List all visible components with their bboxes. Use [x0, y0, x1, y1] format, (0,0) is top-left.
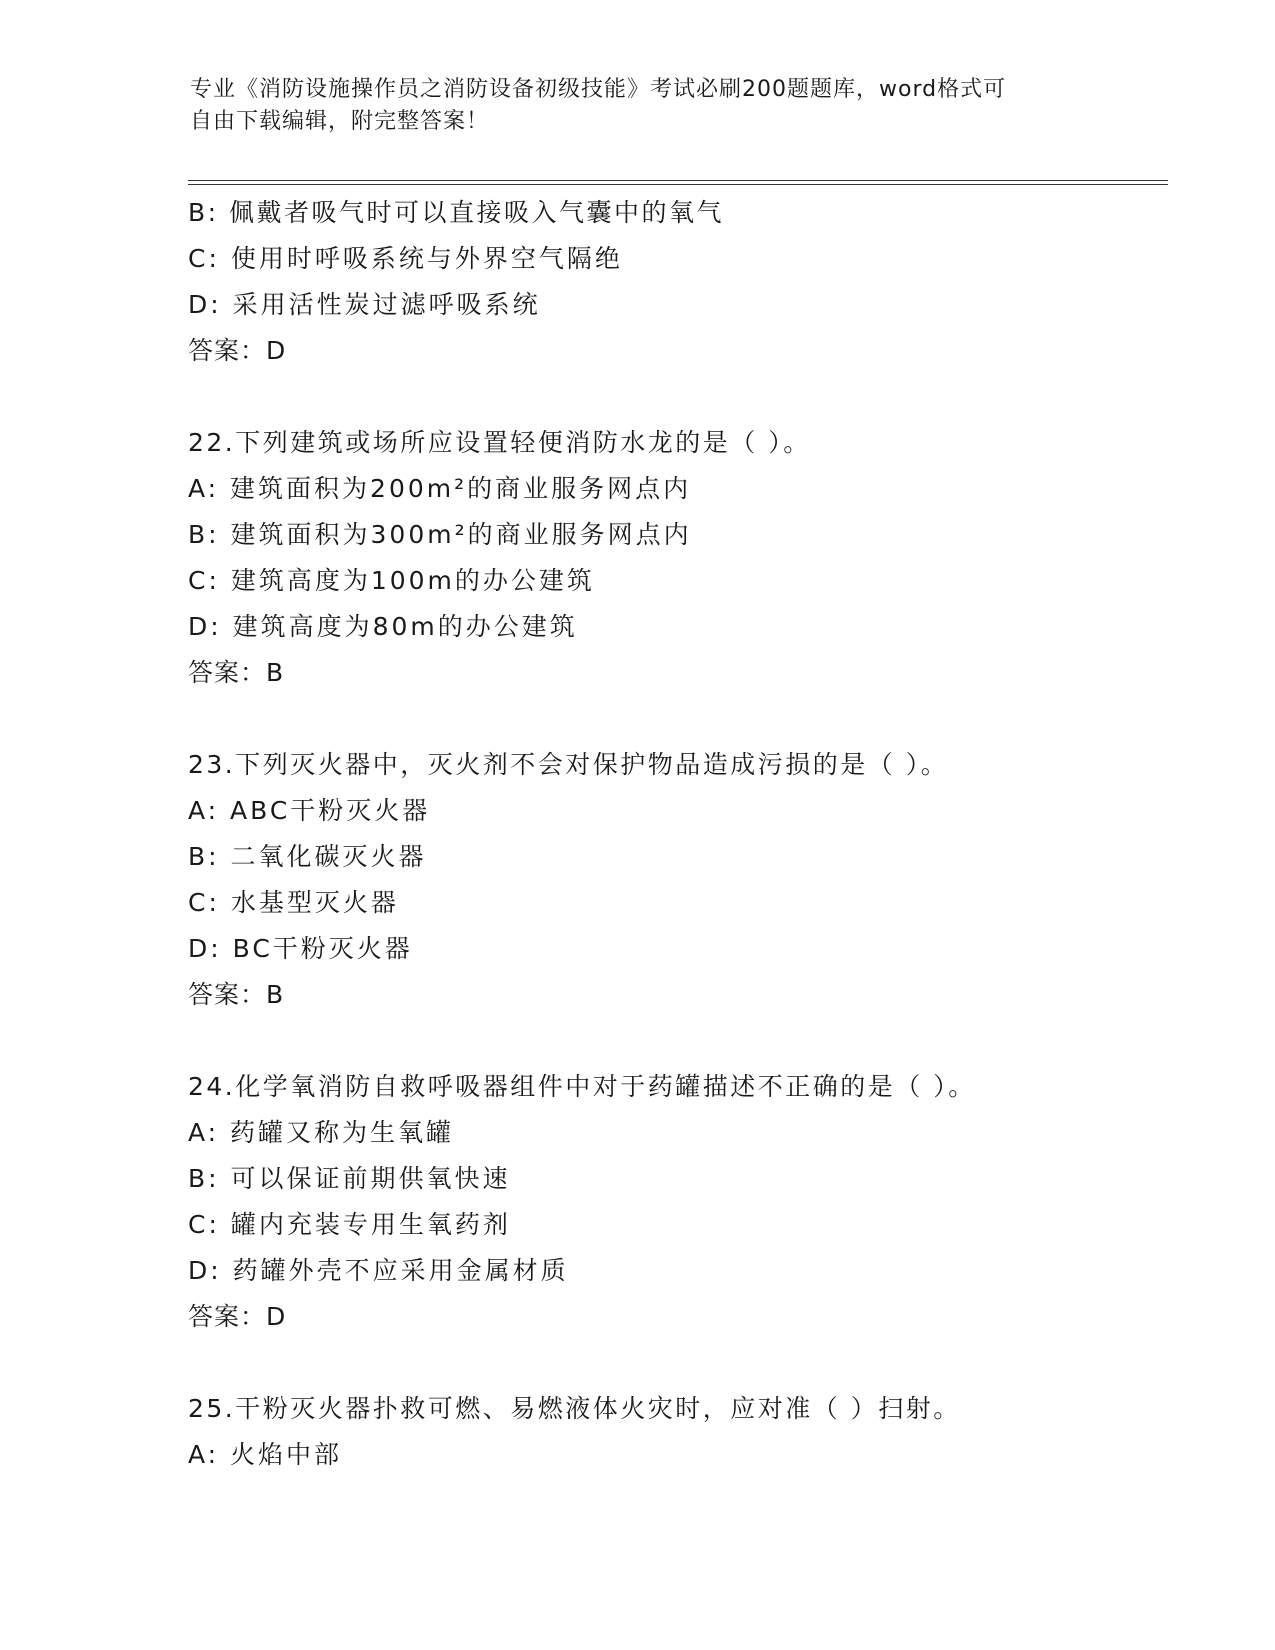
option-c: C: 建筑高度为100m的办公建筑	[188, 566, 595, 595]
answer: 答案：D	[188, 1302, 287, 1331]
question-list	[188, 190, 1148, 1478]
option-b: B: 二氧化碳灭火器	[188, 842, 427, 871]
option-d: D: BC干粉灭火器	[188, 934, 413, 963]
header-line-2: 自由下载编辑，附完整答案！	[190, 109, 490, 134]
question-stem: 22.下列建筑或场所应设置轻便消防水龙的是（ ）。	[188, 428, 811, 457]
option-d: D: 采用活性炭过滤呼吸系统	[188, 290, 541, 319]
answer: 答案：B	[188, 980, 285, 1009]
question-stem: 25.干粉灭火器扑救可燃、易燃液体火灾时，应对准（ ）扫射。	[188, 1394, 961, 1423]
question-24	[188, 1064, 1148, 1340]
spacer	[188, 696, 1148, 742]
option-a: A: 建筑面积为200m²的商业服务网点内	[188, 474, 692, 503]
question-stem: 24.化学氧消防自救呼吸器组件中对于药罐描述不正确的是（ ）。	[188, 1072, 976, 1101]
spacer	[188, 1018, 1148, 1064]
option-c: C: 水基型灭火器	[188, 888, 399, 917]
question-stem: 23.下列灭火器中，灭火剂不会对保护物品造成污损的是（ ）。	[188, 750, 949, 779]
header-divider-top	[188, 180, 1168, 181]
option-c: C: 使用时呼吸系统与外界空气隔绝	[188, 244, 623, 273]
document-header	[190, 74, 1090, 138]
option-d: D: 建筑高度为80m的办公建筑	[188, 612, 578, 641]
question-21-tail	[188, 190, 1148, 374]
spacer	[188, 374, 1148, 420]
question-25	[188, 1386, 1148, 1478]
option-c: C: 罐内充装专用生氧药剂	[188, 1210, 511, 1239]
option-a: A: ABC干粉灭火器	[188, 796, 431, 825]
option-a: A: 火焰中部	[188, 1440, 343, 1469]
question-23	[188, 742, 1148, 1018]
header-divider-bottom	[188, 184, 1168, 185]
header-line-1: 专业《消防设施操作员之消防设备初级技能》考试必刷200题题库，word格式可	[190, 77, 1007, 102]
question-22	[188, 420, 1148, 696]
answer: 答案：D	[188, 336, 287, 365]
option-a: A: 药罐又称为生氧罐	[188, 1118, 455, 1147]
answer: 答案：B	[188, 658, 285, 687]
spacer	[188, 1340, 1148, 1386]
option-b: B: 建筑面积为300m²的商业服务网点内	[188, 520, 692, 549]
option-d: D: 药罐外壳不应采用金属材质	[188, 1256, 569, 1285]
option-b: B: 佩戴者吸气时可以直接吸入气囊中的氧气	[188, 198, 725, 227]
option-b: B: 可以保证前期供氧快速	[188, 1164, 511, 1193]
